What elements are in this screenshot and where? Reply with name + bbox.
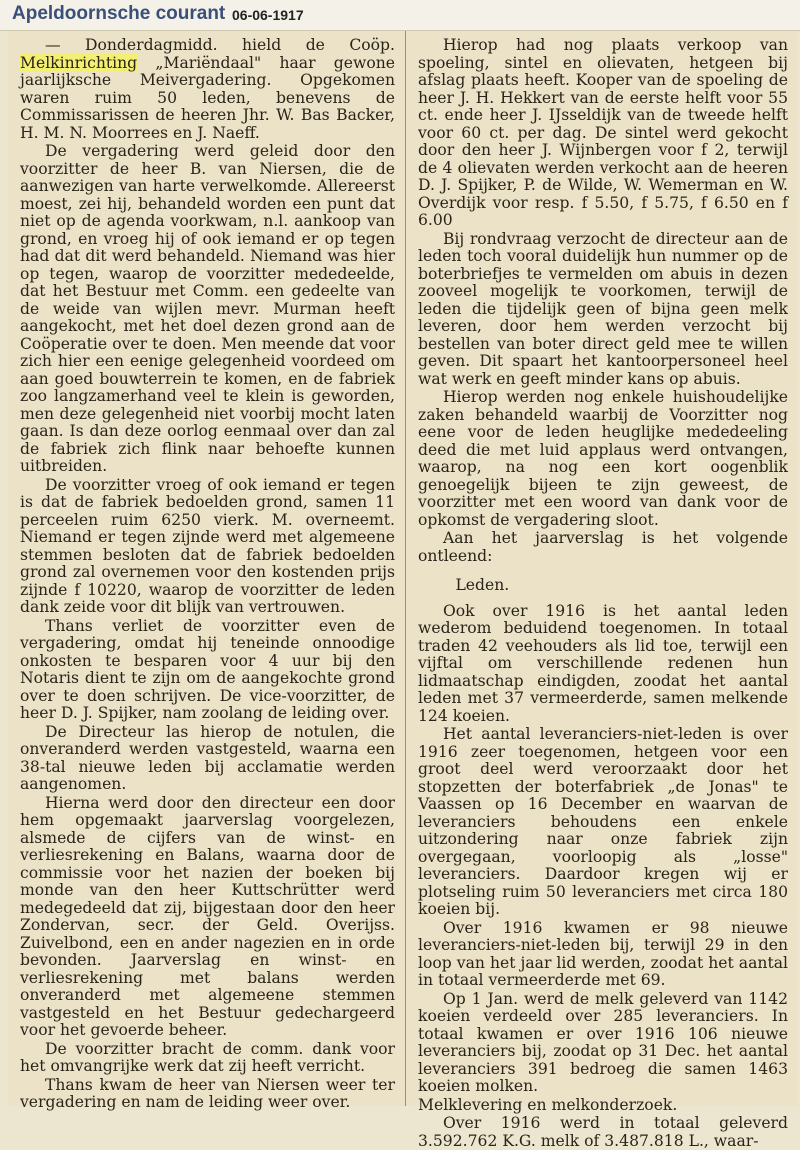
article-paragraph-7: De voorzitter bracht de comm. dank voor het omvangrijke werk dat zij heeft verricht. — [20, 1039, 395, 1075]
article-paragraph-6: Hierna werd door den directeur een door hem opgemaakt jaarverslag voorgelezen, alsmede de cijfers van de winst- en verliesrekening en Balans, waarna door de commissie voor het nazien der boeken bij monde van den heer Kuttschrütter werd medegedeeld dat zij, bijgestaan door den heer Zondervan, secr. der Geld. Overijss. Zuivelbond, een en ander nagezien en in orde bevonden. Jaarverslag en winst- en verliesrekening met balans werden onveranderd met algemeene stemmen vastgesteld en het Bestuur gedechargeerd voor het gevoerde beheer. — [20, 793, 395, 1039]
publication-date: 06-06-1917 — [232, 7, 304, 23]
search-term-highlight: Melkinrichting — [20, 53, 138, 72]
article-paragraph-3: De voorzitter vroeg of ook iemand er tegen is dat de fabriek bedoelden grond, samen 11 perceelen ruim 6250 vierk. M. overneemt. Niemand er tegen zijnde werd met algemeene stemmen besloten dat de fabriek bedoelden grond zal overnemen voor den kostenden prijs zijnde f 10220, waarop de voorzitter de leden dank zeide voor dit blijk van vertrouwen. — [20, 475, 395, 616]
article-paragraph-8: Thans kwam de heer van Niersen weer ter vergadering en nam de leiding weer over. — [20, 1075, 395, 1111]
paragraph-text: „Mariëndaal" haar gewone jaarlijksche Meivergadering. Opgekomen waren ruim 50 leden, benevens de Commissarissen de heeren Jhr. W. Bas Backer, H. M. N. Moorrees en J. Naeff. — [20, 53, 395, 142]
newspaper-title: Apeldoornsche courant — [12, 3, 226, 24]
newspaper-clipping — [8, 31, 798, 1150]
article-column-right — [418, 36, 788, 1150]
article-paragraph-14: Het aantal leveranciers-niet-leden is over 1916 zeer toegenomen, hetgeen voor een groot deel werd veroorzaakt door het stopzetten der boterfabriek „de Jonas" te Vaassen op 16 December en waarvan de leveranciers behoudens een enkele uitzondering naar onze fabriek zijn overgegaan, voorloopig als „losse" leveranciers. Daardoor kregen wij er plotseling ruim 50 leveranciers met circa 180 koeien bij. — [418, 725, 788, 918]
column-divider — [405, 31, 406, 1106]
article-paragraph-1 — [20, 37, 395, 142]
article-paragraph-4: Thans verliet de voorzitter even de vergadering, omdat hij teneinde onnoodige onkosten te besparen voor 4 uur bij den Notaris dient te zijn om de aangekochte grond over te doen schrijven. De vice-voorzitter, de heer D. J. Spijker, nam zoolang de leiding over. — [20, 616, 395, 722]
article-paragraph-11: Hierop werden nog enkele huishoudelijke zaken behandeld waarbij de Voorzitter nog eene voor de leden heuglijke mededeeling deed die met luid applaus werd ontvangen, waarop, na nog een kort oogenblik genoegelijk bijeen te zijn geweest, de voorzitter met een woord van dank voor de opkomst de vergadering sloot. — [418, 388, 788, 529]
article-paragraph-15: Over 1916 kwamen er 98 nieuwe leveranciers-niet-leden bij, terwijl 29 in den loop van het jaar lid werden, zoodat het aantal in totaal vermeerderde met 69. — [418, 918, 788, 989]
article-paragraph-5: De Directeur las hierop de notulen, die onveranderd werden vastgesteld, waarna een 38-tal nieuwe leden bij acclamatie werden aangenomen. — [20, 722, 395, 793]
article-paragraph-16: Op 1 Jan. werd de melk geleverd van 1142 koeien verdeeld over 285 leveranciers. In totaal kwamen er over 1916 106 nieuwe leveranciers bij, zoodat op 31 Dec. het aantal leveranciers 391 bedroeg die samen 1463 koeien molken. — [418, 989, 788, 1095]
article-paragraph-12: Aan het jaarverslag is het volgende ontleend: — [418, 529, 788, 565]
article-column-left — [20, 37, 395, 1112]
section-heading-leden: Leden. — [455, 576, 510, 594]
paragraph-lead: — Donderdagmidd. hield de Coöp. — [44, 36, 395, 54]
article-paragraph-13: Ook over 1916 is het aantal leden wederom beduidend toegenomen. In totaal traden 42 veehouders als lid toe, terwijl een vijftal om verschillende redenen hun lidmaatschap eindigden, zoodat het aantal leden met 37 vermeerderde, samen melkende 124 koeien. — [418, 601, 788, 725]
article-paragraph-2: De vergadering werd geleid door den voorzitter de heer B. van Niersen, die de aanwezigen van harte verwelkomde. Allereerst moest, zei hij, behandeld worden een punt dat niet op de agenda voorkwam, n.l. aankoop van grond, en vroeg hij of ook iemand er op tegen had dat dit werd behandeld. Niemand was hier op tegen, waarop de voorzitter mededeelde, dat het Bestuur met Comm. een gedeelte van de weide van wijlen mevr. Murman heeft aangekocht, met het doel dezen grond aan de Coöperatie over te doen. Men meende dat voor zich hier een eenige gelegenheid voordeed om aan goed bouwterrein te komen, en de fabriek zoo langzamerhand veel te klein is geworden, men deze gelegenheid niet voorbij mocht laten gaan. Is dan deze oorlog eenmaal over dan zal de fabriek zich flink naar behoefte kunnen uitbreiden. — [20, 142, 395, 475]
article-paragraph-9: Hierop had nog plaats verkoop van spoeling, sintel en olievaten, hetgeen bij afslag plaats heeft. Kooper van de spoeling de heer J. H. Hekkert van de eerste helft voor 55 ct. ende heer J. IJsseldijk van de tweede helft voor 60 ct. per dag. De sintel werd gekocht door den heer J. Wijnbergen voor f 2, terwijl de 4 olievaten werden verkocht aan de heeren D. J. Spijker, P. de Wilde, W. Wemerman en W. Overdijk voor resp. f 5.50, f 5.75, f 6.50 en f 6.00 — [418, 36, 788, 229]
page-header — [0, 0, 800, 31]
section-heading-melklevering: Melklevering en melkonderzoek. — [418, 1095, 678, 1114]
article-paragraph-10: Bij rondvraag verzocht de directeur aan de leden toch vooral duidelijk hun nummer op de boterbriefjes te vermelden om abuis in dezen zooveel mogelijk te voorkomen, terwijl de leden die tijdelijk geen of bijna geen melk leveren, door hem werden verzocht bij bestellen van boter direct geld mee te willen geven. Dit spaart het kantoorpersoneel heel wat werk en geeft minder kans op abuis. — [418, 229, 788, 388]
article-paragraph-17: Over 1916 werd in totaal geleverd 3.592.762 K.G. melk of 3.487.818 L., waar- — [418, 1114, 788, 1150]
